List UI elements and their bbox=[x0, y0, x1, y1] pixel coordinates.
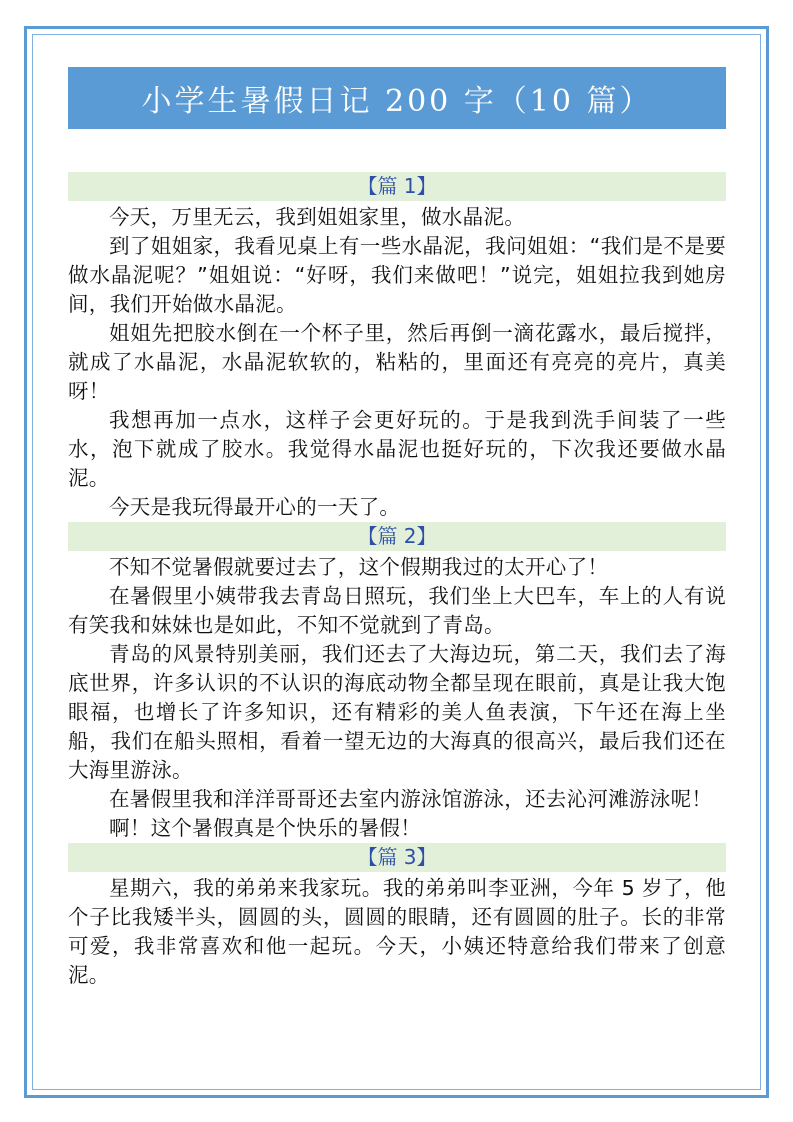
paragraph: 姐姐先把胶水倒在一个杯子里，然后再倒一滴花露水，最后搅拌，就成了水晶泥，水晶泥软软的，粘粘的，里面还有亮亮的亮片，真美呀！ bbox=[68, 321, 726, 403]
section-header: 【篇 1】 bbox=[68, 172, 726, 201]
paragraph: 不知不觉暑假就要过去了，这个假期我过的太开心了！ bbox=[109, 555, 609, 579]
section-1 bbox=[68, 172, 726, 522]
paragraph: 我想再加一点水，这样子会更好玩的。于是我到洗手间装了一些水，泡下就成了胶水。我觉得水晶泥也挺好玩的，下次我还要做水晶泥。 bbox=[68, 408, 726, 490]
paragraph: 星期六，我的弟弟来我家玩。我的弟弟叫李亚洲，今年 5 岁了，他个子比我矮半头，圆圆的头，圆圆的眼睛，还有圆圆的肚子。长的非常可爱，我非常喜欢和他一起玩。今天，小姨还特意给我们带来了创意泥。 bbox=[68, 876, 726, 987]
paragraph: 啊！这个暑假真是个快乐的暑假！ bbox=[109, 816, 421, 840]
section-header: 【篇 3】 bbox=[68, 843, 726, 872]
paragraph: 到了姐姐家，我看见桌上有一些水晶泥，我问姐姐：“我们是不是要做水晶泥呢？”姐姐说：“好呀，我们来做吧！”说完，姐姐拉我到她房间，我们开始做水晶泥。 bbox=[68, 234, 726, 316]
section-header: 【篇 2】 bbox=[68, 522, 726, 551]
document-body bbox=[68, 172, 726, 990]
paragraph: 今天是我玩得最开心的一天了。 bbox=[109, 495, 401, 519]
section-3 bbox=[68, 843, 726, 990]
paragraph: 今天，万里无云，我到姐姐家里，做水晶泥。 bbox=[109, 205, 525, 229]
document-title: 小学生暑假日记 200 字（10 篇） bbox=[68, 67, 726, 129]
paragraph: 在暑假里小姨带我去青岛日照玩，我们坐上大巴车，车上的人有说有笑我和妹妹也是如此，不知不觉就到了青岛。 bbox=[68, 584, 726, 637]
paragraph: 青岛的风景特别美丽，我们还去了大海边玩，第二天，我们去了海底世界，许多认识的不认识的海底动物全都呈现在眼前，真是让我大饱眼福，也增长了许多知识，还有精彩的美人鱼表演，下午还在海上坐船，我们在船头照相，看着一望无边的大海真的很高兴，最后我们还在大海里游泳。 bbox=[68, 642, 726, 782]
section-2 bbox=[68, 522, 726, 843]
paragraph: 在暑假里我和洋洋哥哥还去室内游泳馆游泳，还去沁河滩游泳呢！ bbox=[109, 787, 713, 811]
